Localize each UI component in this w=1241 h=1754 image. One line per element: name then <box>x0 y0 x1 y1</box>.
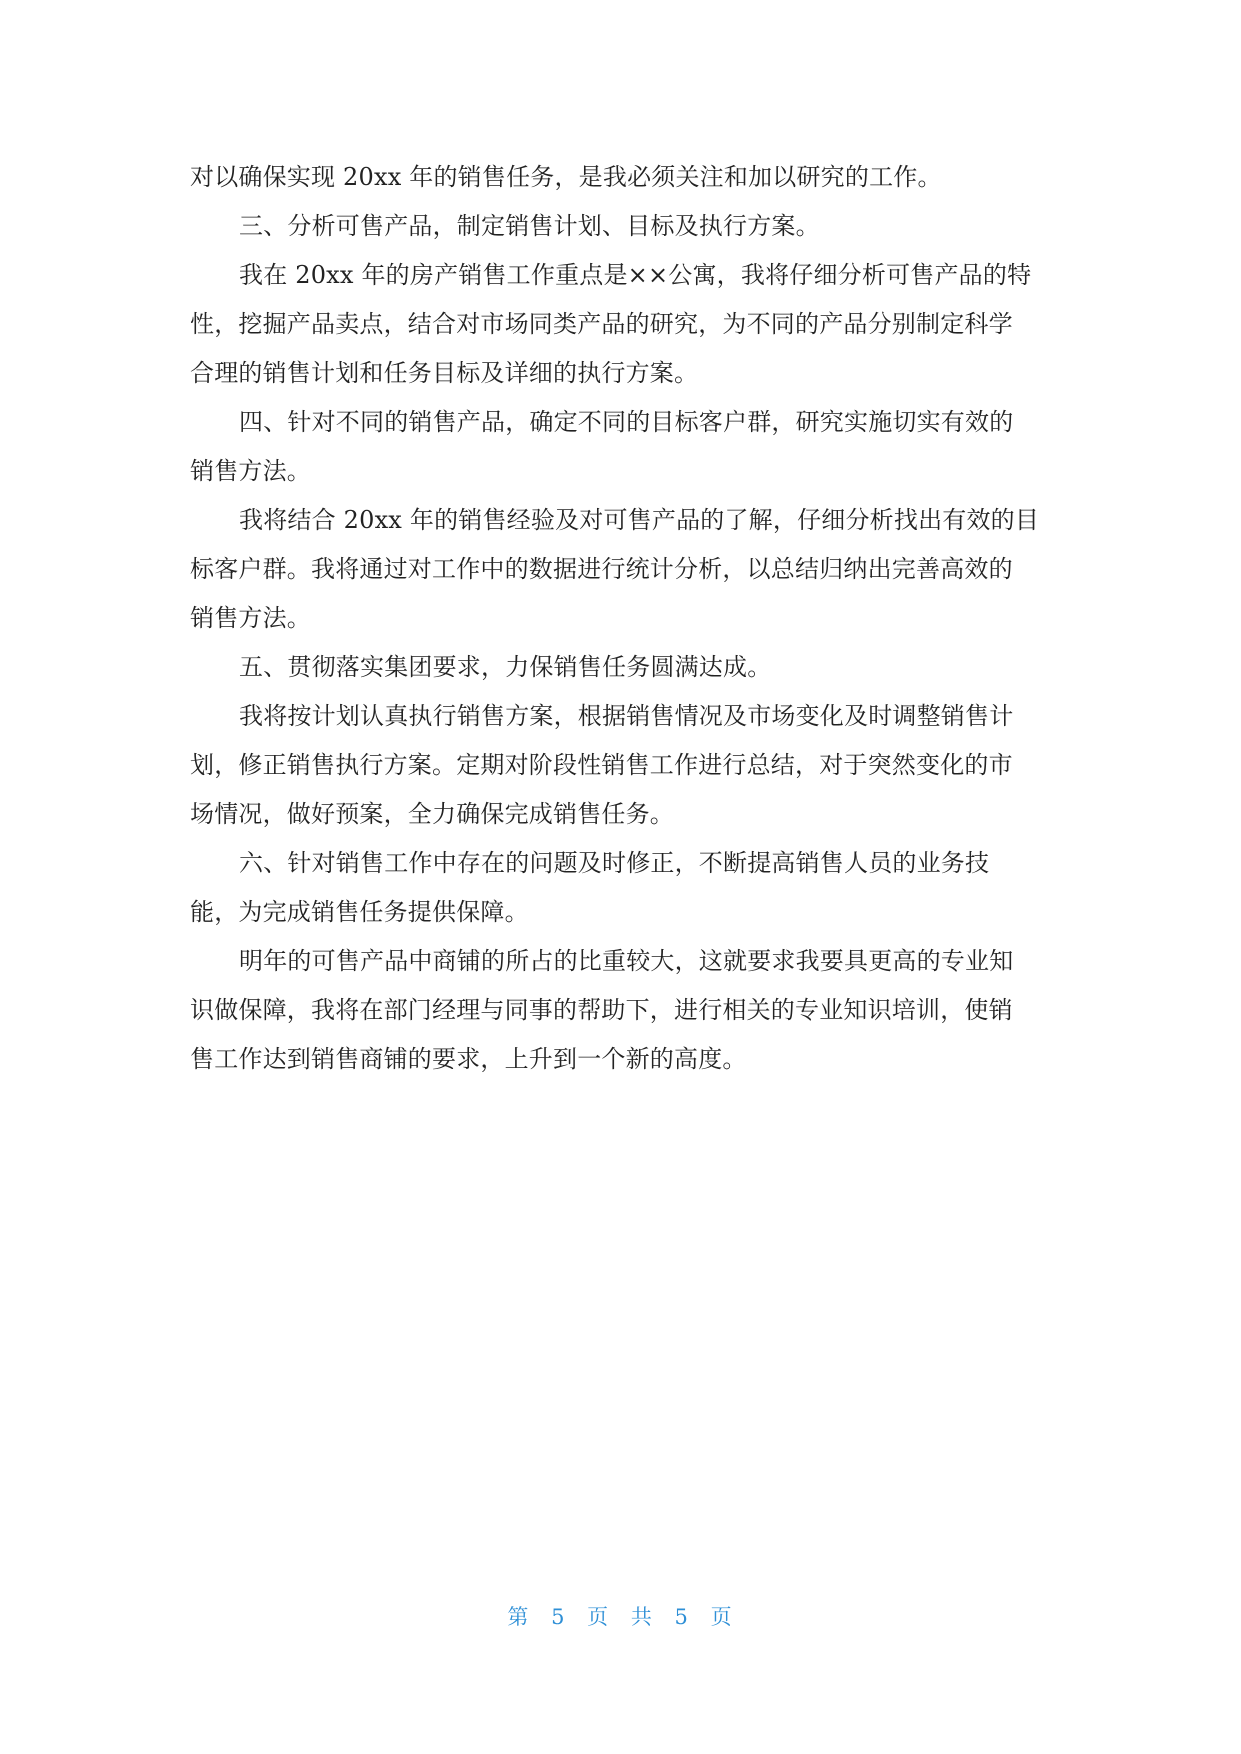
text-line: 对以确保实现 20xx 年的销售任务，是我必须关注和加以研究的工作。 <box>190 163 942 191</box>
footer-ye2: 页 <box>710 1605 734 1629</box>
text-line: 划，修正销售执行方案。定期对阶段性销售工作进行总结，对于突然变化的市 <box>190 751 1013 779</box>
footer-page-total: 5 <box>674 1605 690 1629</box>
text-line: 销售方法。 <box>190 604 311 632</box>
section-heading-6: 六、针对销售工作中存在的问题及时修正，不断提高销售人员的业务技 <box>239 849 990 877</box>
text-block <box>190 153 1052 1084</box>
document-body <box>190 153 1052 1084</box>
section-heading-5: 五、贯彻落实集团要求，力保销售任务圆满达成。 <box>239 653 772 681</box>
text-line: 能，为完成销售任务提供保障。 <box>190 898 529 926</box>
text-line: 性，挖掘产品卖点，结合对市场同类产品的研究，为不同的产品分别制定科学 <box>190 310 1013 338</box>
text-line: 售工作达到销售商铺的要求，上升到一个新的高度。 <box>190 1045 747 1073</box>
text-line: 我将结合 20xx 年的销售经验及对可售产品的了解，仔细分析找出有效的目 <box>239 506 1040 534</box>
text-line: 标客户群。我将通过对工作中的数据进行统计分析，以总结归纳出完善高效的 <box>190 555 1013 583</box>
footer-page-current: 5 <box>551 1605 567 1629</box>
text-line: 我将按计划认真执行销售方案，根据销售情况及市场变化及时调整销售计 <box>239 702 1014 730</box>
footer-ye: 页 <box>587 1605 611 1629</box>
text-line: 合理的销售计划和任务目标及详细的执行方案。 <box>190 359 699 387</box>
text-line: 场情况，做好预案，全力确保完成销售任务。 <box>190 800 674 828</box>
section-heading-3: 三、分析可售产品，制定销售计划、目标及执行方案。 <box>239 212 820 240</box>
section-heading-4: 四、针对不同的销售产品，确定不同的目标客户群，研究实施切实有效的 <box>239 408 1014 436</box>
text-line: 销售方法。 <box>190 457 311 485</box>
footer-di: 第 <box>507 1605 531 1629</box>
text-line: 识做保障，我将在部门经理与同事的帮助下，进行相关的专业知识培训，使销 <box>190 996 1013 1024</box>
footer-gong: 共 <box>630 1605 654 1629</box>
page-footer <box>0 1601 1241 1631</box>
text-line: 明年的可售产品中商铺的所占的比重较大，这就要求我要具更高的专业知 <box>239 947 1014 975</box>
text-line: 我在 20xx 年的房产销售工作重点是××公寓，我将仔细分析可售产品的特 <box>239 261 1032 289</box>
